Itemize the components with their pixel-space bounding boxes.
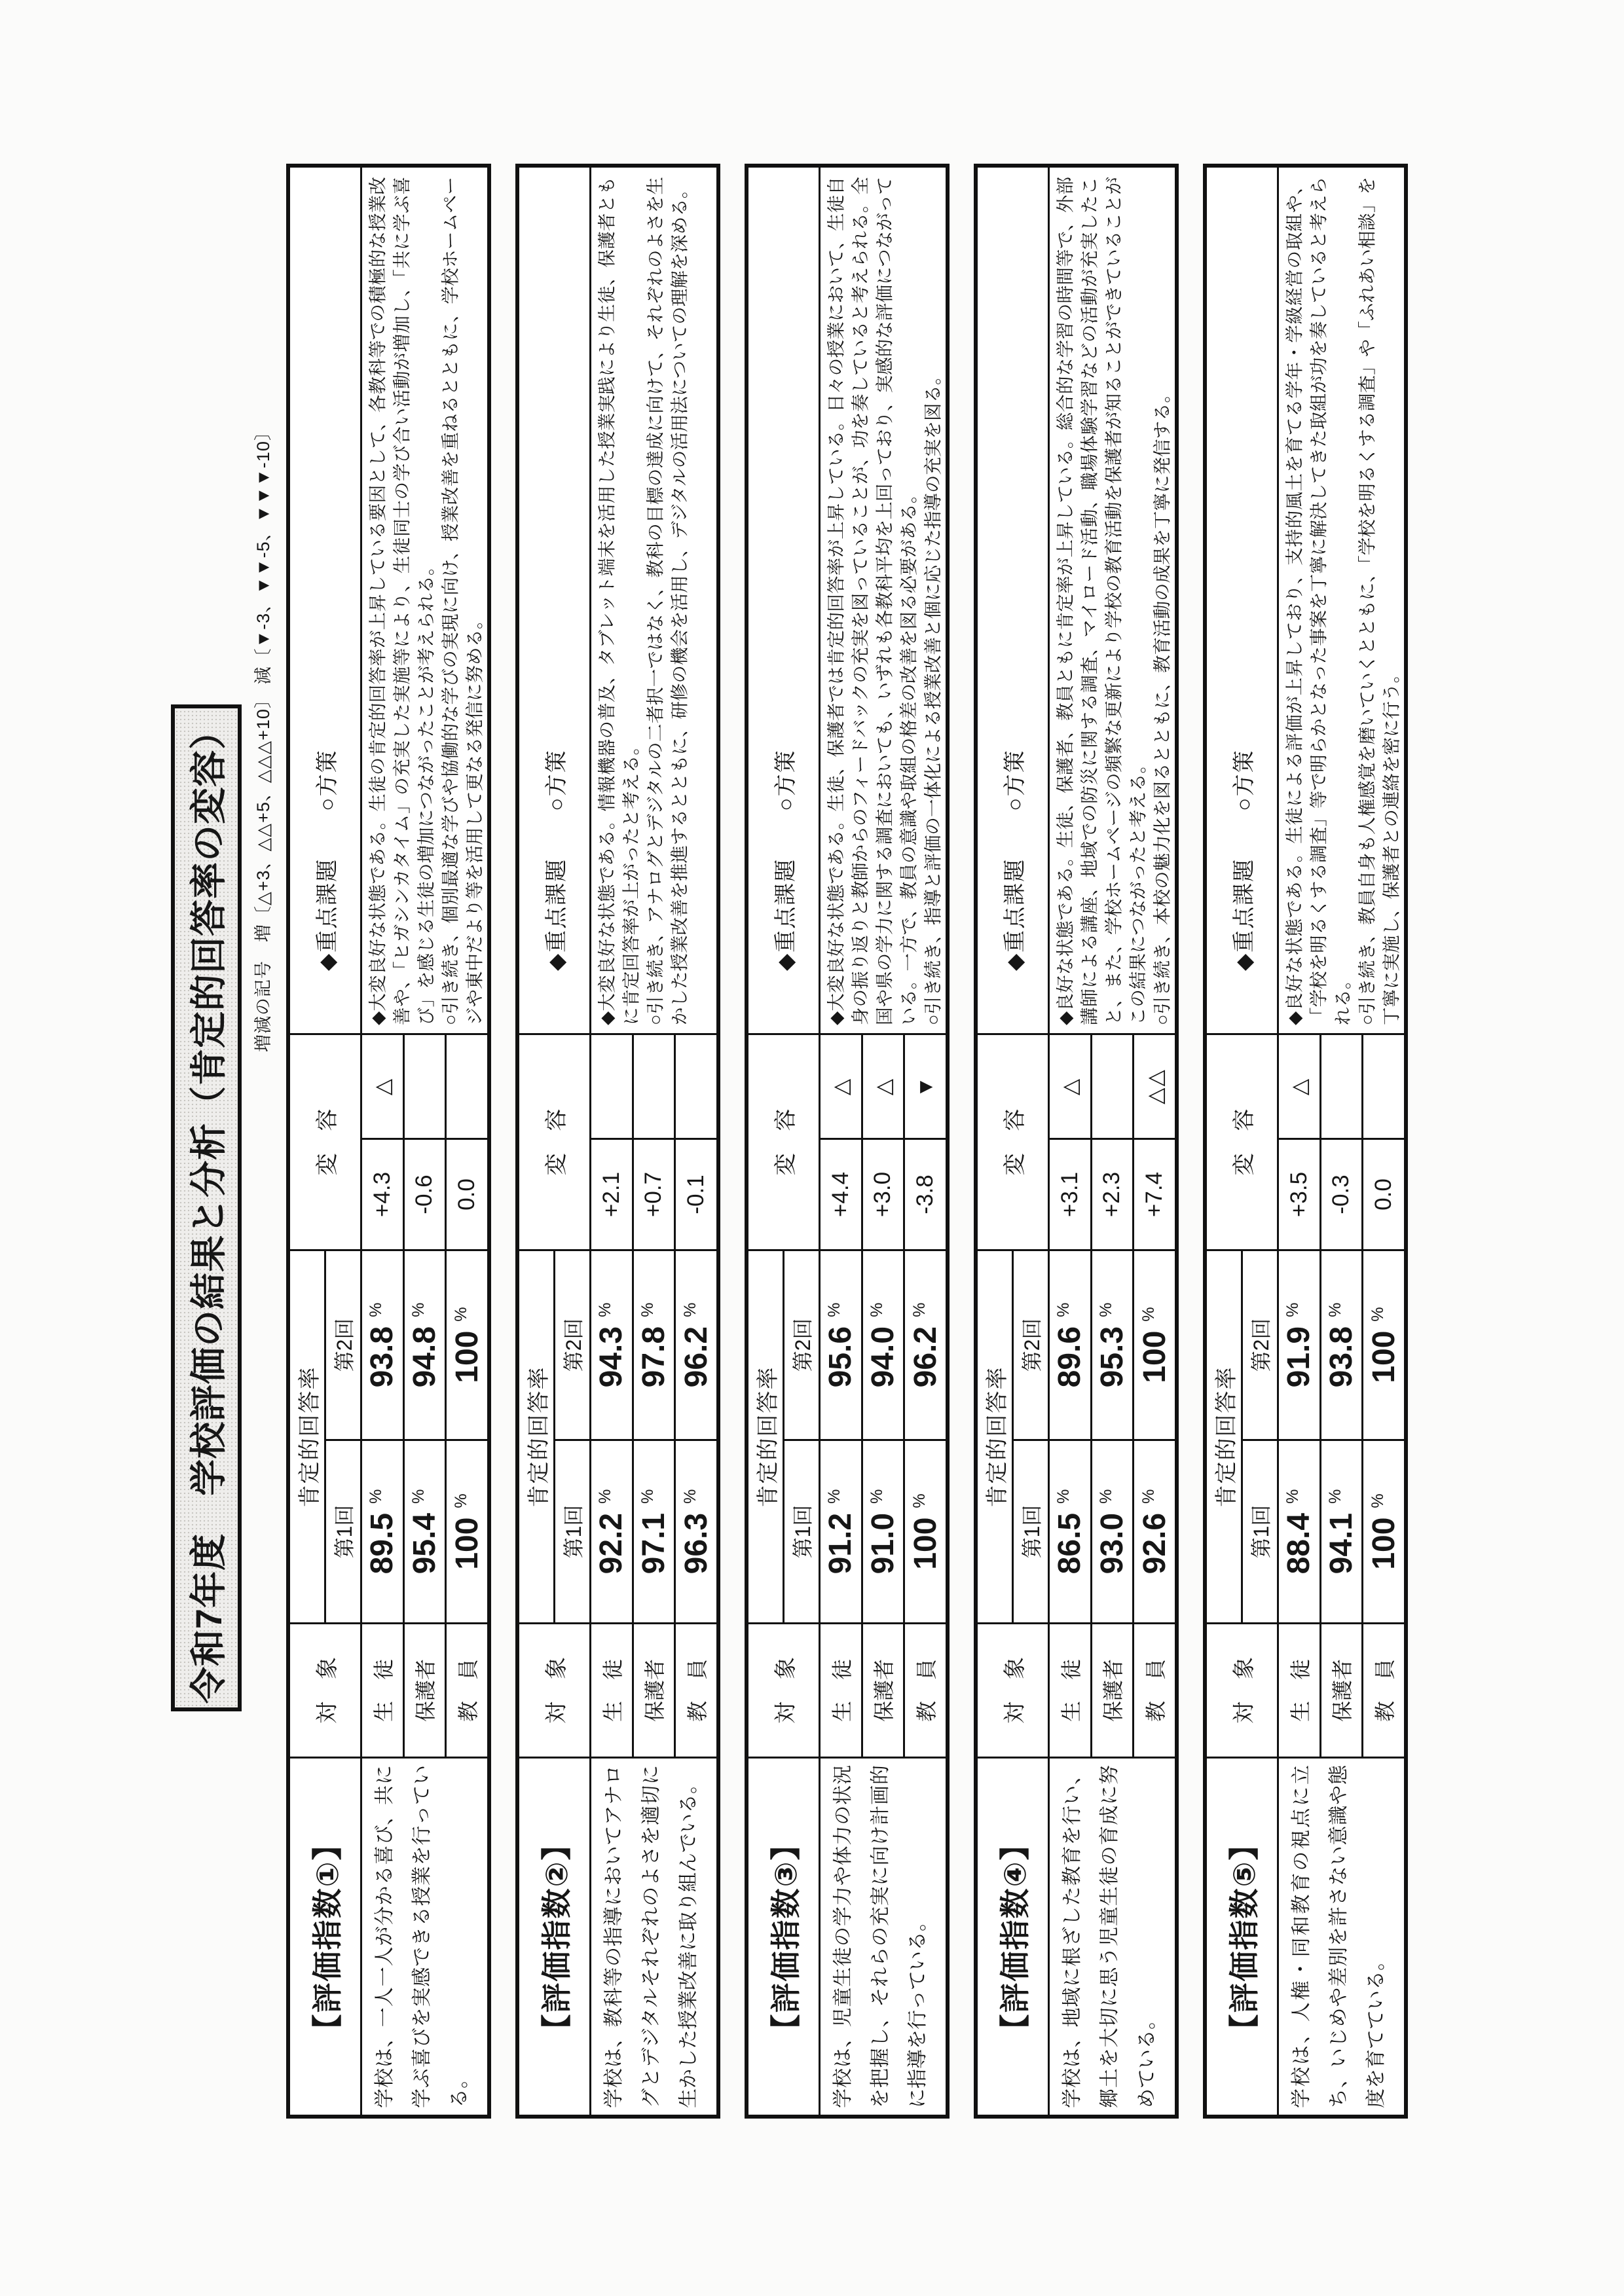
change-value: +4.3 bbox=[362, 1140, 403, 1249]
change-symbol bbox=[1363, 1035, 1404, 1138]
change-value: -0.6 bbox=[405, 1140, 445, 1249]
header-analysis: ◆重点課題 ○方策 bbox=[290, 168, 360, 1033]
header-positive-rate: 肯定的回答率 bbox=[519, 1251, 553, 1622]
analysis-issue: ◆大変良好な状態である。生徒の肯定的回答率が上昇している要因として、各教科等での積極的な授業改善や、「ヒガシンカタイム」の充実した実施等により、生徒同士の学び合い活動が増加し、「共に学ぶ喜び」を感じる生徒の増加につながったことが考えられる。 bbox=[367, 177, 436, 1025]
header-target: 対 象 bbox=[1207, 1624, 1277, 1757]
change-symbol bbox=[634, 1035, 674, 1138]
evaluation-block-5 bbox=[1203, 164, 1408, 2119]
rate-round1: 92.2 % bbox=[591, 1441, 632, 1622]
rate-round2: 93.8 % bbox=[362, 1251, 403, 1439]
block-description: 学校は、一人一人が分かる喜び、共に学ぶ喜びを実感できる授業を行っている。 bbox=[362, 1758, 487, 2115]
change-value: +4.4 bbox=[821, 1140, 861, 1249]
header-round1: 第1回 bbox=[1243, 1441, 1277, 1622]
rate-round2: 100 % bbox=[1134, 1251, 1175, 1439]
rate-round1: 88.4 % bbox=[1279, 1441, 1320, 1622]
rate-round1: 100 % bbox=[447, 1441, 487, 1622]
block-label: 【評価指数②】 bbox=[519, 1758, 589, 2115]
change-value: +3.1 bbox=[1050, 1140, 1090, 1249]
rate-round2: 94.8 % bbox=[405, 1251, 445, 1439]
target-parents: 保護者 bbox=[634, 1624, 674, 1757]
change-symbol: △ bbox=[1050, 1035, 1090, 1138]
analysis-text bbox=[1279, 168, 1404, 1033]
change-symbol: △ bbox=[362, 1035, 403, 1138]
rate-round2: 96.2 % bbox=[676, 1251, 716, 1439]
target-teachers: 教 員 bbox=[1363, 1624, 1404, 1757]
target-teachers: 教 員 bbox=[676, 1624, 716, 1757]
header-positive-rate: 肯定的回答率 bbox=[1207, 1251, 1241, 1622]
rate-round1: 89.5 % bbox=[362, 1441, 403, 1622]
analysis-text bbox=[362, 168, 487, 1033]
block-description: 学校は、人権・同和教育の視点に立ち、いじめや差別を許さない意識や態度を育てている。 bbox=[1279, 1758, 1404, 2115]
header-change: 変 容 bbox=[978, 1035, 1048, 1249]
rate-round1: 100 % bbox=[905, 1441, 946, 1622]
analysis-issue: ◆良好な状態である。生徒、保護者、教員ともに肯定率が上昇している。総合的な学習の時間等で、外部講師による講座、地域での防災に関する調査、マイロード活動、職場体験学習などの活動が充実したこと、また、学校ホームページの頻繁な更新により学校の教育活動を保護者が知ることができていることがこの結果につながったと考える。 bbox=[1055, 177, 1148, 1025]
analysis-policy: ○引き続き、指導と評価の一体化による授業改善と個に応じた指導の充実を図る。 bbox=[923, 367, 943, 1025]
rate-round1: 91.2 % bbox=[821, 1441, 861, 1622]
block-description: 学校は、地域に根ざした教育を行い、郷土を大切に思う児童生徒の育成に努めている。 bbox=[1050, 1758, 1175, 2115]
analysis-issue: ◆大変良好な状態である。情報機器の普及、タブレット端末を活用した授業実践により生徒、保護者ともに肯定回答率が上がったと考える。 bbox=[597, 177, 641, 1025]
target-teachers: 教 員 bbox=[905, 1624, 946, 1757]
analysis-text bbox=[591, 168, 716, 1033]
header-analysis: ◆重点課題 ○方策 bbox=[978, 168, 1048, 1033]
target-parents: 保護者 bbox=[405, 1624, 445, 1757]
header-round2: 第2回 bbox=[784, 1251, 819, 1439]
change-value: +3.0 bbox=[863, 1140, 904, 1249]
rate-round1: 96.3 % bbox=[676, 1441, 716, 1622]
change-value: -0.1 bbox=[676, 1140, 716, 1249]
analysis-text bbox=[821, 168, 946, 1033]
target-students: 生 徒 bbox=[1279, 1624, 1320, 1757]
change-value: 0.0 bbox=[1363, 1140, 1404, 1249]
rate-round2: 94.3 % bbox=[591, 1251, 632, 1439]
change-symbol: ▼ bbox=[905, 1035, 946, 1138]
rate-round2: 93.8 % bbox=[1321, 1251, 1362, 1439]
analysis-issue: ◆大変良好な状態である。生徒、保護者では肯定的回答率が上昇している。日々の授業において、生徒自身の振り返りと教師からのフィードバックの充実を図っていることが、功を奏していると考えられる。全国や県の学力に関する調査においても、いずれも各教科平均を上回っており、実感的な評価につながっている。一方で、教員の意識や取組の格差の改善を図る必要がある。 bbox=[826, 177, 919, 1025]
page-title: 令和7年度 学校評価の結果と分析（肯定的回答率の変容） bbox=[171, 704, 242, 1711]
change-symbol: △ bbox=[1279, 1035, 1320, 1138]
header-round2: 第2回 bbox=[555, 1251, 589, 1439]
block-label: 【評価指数⑤】 bbox=[1207, 1758, 1277, 2115]
header-change: 変 容 bbox=[1207, 1035, 1277, 1249]
analysis-policy: ○引き続き、個別最適な学びや協働的な学びの実現に向け、授業改善を重ねるとともに、学校ホームページや東中だより等を活用して更なる発信に努める。 bbox=[440, 177, 485, 1025]
header-round2: 第2回 bbox=[326, 1251, 360, 1439]
evaluation-block-4 bbox=[974, 164, 1179, 2119]
change-value: -3.8 bbox=[905, 1140, 946, 1249]
rate-round1: 95.4 % bbox=[405, 1441, 445, 1622]
change-symbol: △△ bbox=[1134, 1035, 1175, 1138]
analysis-policy: ○引き続き、アナログとデジタルの二者択一ではなく、教科の目標の達成に向けて、それぞれのよさを生かした授業改善を推進するとともに、研修の機会を活用し、デジタルの活用法についての理解を深める。 bbox=[645, 177, 690, 1025]
analysis-issue: ◆良好な状態である。生徒による評価が上昇しており、支持的風土を育てる学年・学級経営の取組や、「学校を明るくする調査」等で明らかとなった事案を丁寧に解決してきた取組が功を奏していると考えられる。 bbox=[1284, 177, 1353, 1025]
rate-round2: 89.6 % bbox=[1050, 1251, 1090, 1439]
target-parents: 保護者 bbox=[1092, 1624, 1133, 1757]
block-label: 【評価指数④】 bbox=[978, 1758, 1048, 2115]
rate-round1: 91.0 % bbox=[863, 1441, 904, 1622]
block-label: 【評価指数③】 bbox=[748, 1758, 819, 2115]
header-change: 変 容 bbox=[519, 1035, 589, 1249]
change-symbol bbox=[676, 1035, 716, 1138]
block-description: 学校は、児童生徒の学力や体力の状況を把握し、それらの充実に向け計画的に指導を行っている。 bbox=[821, 1758, 946, 2115]
change-symbol bbox=[1092, 1035, 1133, 1138]
change-symbol: △ bbox=[863, 1035, 904, 1138]
block-description: 学校は、教科等の指導においてアナログとデジタルそれぞれのよさを適切に生かした授業改善に取り組んでいる。 bbox=[591, 1758, 716, 2115]
block-label: 【評価指数①】 bbox=[290, 1758, 360, 2115]
rate-round1: 94.1 % bbox=[1321, 1441, 1362, 1622]
rate-round2: 100 % bbox=[1363, 1251, 1404, 1439]
increase-decrease-legend: 増減の記号 増〔△+3、△△+5、△△△+10〕 減〔▼-3、▼▼-5、▼▼▼-10〕 bbox=[253, 422, 273, 1052]
header-analysis: ◆重点課題 ○方策 bbox=[519, 168, 589, 1033]
header-round2: 第2回 bbox=[1014, 1251, 1048, 1439]
change-value: 0.0 bbox=[447, 1140, 487, 1249]
change-value: +3.5 bbox=[1279, 1140, 1320, 1249]
rate-round2: 96.2 % bbox=[905, 1251, 946, 1439]
header-round1: 第1回 bbox=[555, 1441, 589, 1622]
change-value: +7.4 bbox=[1134, 1140, 1175, 1249]
rate-round2: 94.0 % bbox=[863, 1251, 904, 1439]
header-positive-rate: 肯定的回答率 bbox=[290, 1251, 324, 1622]
target-parents: 保護者 bbox=[863, 1624, 904, 1757]
analysis-policy: ○引き続き、本校の魅力化を図るとともに、教育活動の成果を丁寧に発信する。 bbox=[1152, 384, 1172, 1025]
target-teachers: 教 員 bbox=[1134, 1624, 1175, 1757]
analysis-policy: ○引き続き、教員自身も人権感覚を磨いていくとともに、「学校を明るくする調査」や「ふれあい相談」を丁寧に実施し、保護者との連絡を密に行う。 bbox=[1357, 177, 1401, 1025]
header-round1: 第1回 bbox=[784, 1441, 819, 1622]
change-symbol bbox=[1321, 1035, 1362, 1138]
evaluation-block-2 bbox=[515, 164, 720, 2119]
rate-round1: 92.6 % bbox=[1134, 1441, 1175, 1622]
header-target: 対 象 bbox=[519, 1624, 589, 1757]
change-symbol bbox=[591, 1035, 632, 1138]
header-target: 対 象 bbox=[290, 1624, 360, 1757]
header-target: 対 象 bbox=[978, 1624, 1048, 1757]
change-symbol bbox=[447, 1035, 487, 1138]
header-change: 変 容 bbox=[748, 1035, 819, 1249]
rate-round1: 93.0 % bbox=[1092, 1441, 1133, 1622]
header-positive-rate: 肯定的回答率 bbox=[748, 1251, 783, 1622]
rate-round2: 97.8 % bbox=[634, 1251, 674, 1439]
change-value: -0.3 bbox=[1321, 1140, 1362, 1249]
analysis-text bbox=[1050, 168, 1175, 1033]
target-parents: 保護者 bbox=[1321, 1624, 1362, 1757]
target-teachers: 教 員 bbox=[447, 1624, 487, 1757]
target-students: 生 徒 bbox=[1050, 1624, 1090, 1757]
header-analysis: ◆重点課題 ○方策 bbox=[1207, 168, 1277, 1033]
evaluation-block-3 bbox=[745, 164, 950, 2119]
target-students: 生 徒 bbox=[821, 1624, 861, 1757]
header-round1: 第1回 bbox=[1014, 1441, 1048, 1622]
header-change: 変 容 bbox=[290, 1035, 360, 1249]
change-symbol bbox=[405, 1035, 445, 1138]
change-symbol: △ bbox=[821, 1035, 861, 1138]
rate-round2: 91.9 % bbox=[1279, 1251, 1320, 1439]
rate-round2: 95.6 % bbox=[821, 1251, 861, 1439]
target-students: 生 徒 bbox=[362, 1624, 403, 1757]
change-value: +2.1 bbox=[591, 1140, 632, 1249]
rate-round1: 100 % bbox=[1363, 1441, 1404, 1622]
change-value: +2.3 bbox=[1092, 1140, 1133, 1249]
header-target: 対 象 bbox=[748, 1624, 819, 1757]
rate-round2: 100 % bbox=[447, 1251, 487, 1439]
header-round1: 第1回 bbox=[326, 1441, 360, 1622]
header-round2: 第2回 bbox=[1243, 1251, 1277, 1439]
rate-round2: 95.3 % bbox=[1092, 1251, 1133, 1439]
change-value: +0.7 bbox=[634, 1140, 674, 1249]
rate-round1: 97.1 % bbox=[634, 1441, 674, 1622]
rate-round1: 86.5 % bbox=[1050, 1441, 1090, 1622]
target-students: 生 徒 bbox=[591, 1624, 632, 1757]
evaluation-block-1 bbox=[286, 164, 491, 2119]
header-positive-rate: 肯定的回答率 bbox=[978, 1251, 1012, 1622]
header-analysis: ◆重点課題 ○方策 bbox=[748, 168, 819, 1033]
